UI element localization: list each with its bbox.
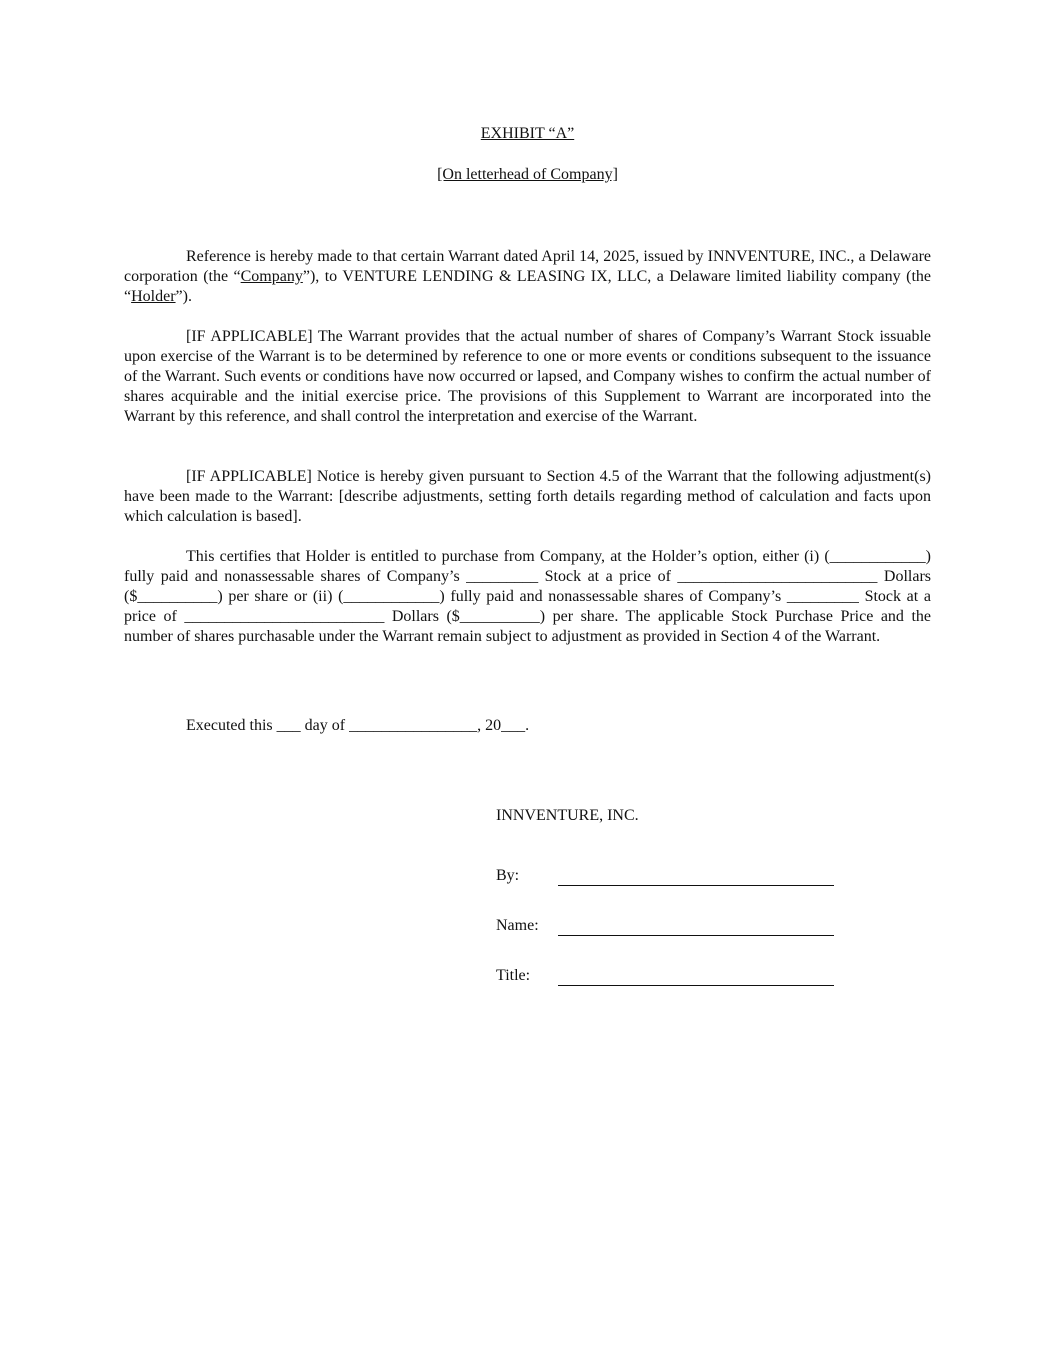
warrant-stock-paragraph: [IF APPLICABLE] The Warrant provides that the actual number of shares of Company’s Warrant Stock issuable upon exercise of the Warrant is to be determined by reference to one or more events or conditions subsequent to the issuance of the Warrant. Such events or conditions have now occurred or lapsed, and Company wishes to confirm the actual number of shares acquirable and the initial exercise price. The provisions of this Supplement to Warrant are incorporated into the Warrant by this reference, and shall control the interpretation and exercise of the Warrant. [124, 328, 931, 425]
name-label: Name: [496, 917, 539, 934]
exhibit-title [0, 125, 1055, 143]
holder-defined-term: Holder [131, 288, 176, 305]
by-signature-line [558, 885, 834, 886]
certification-paragraph: This certifies that Holder is entitled to purchase from Company, at the Holder’s option, either (i) (____________) fully paid and nonassessable shares of Company’s _________ Stock at a price of _________________________ Dollars ($__________) per share or (ii) (____________) fully paid and nonassessable shares of Company’s _________ Stock at a price of _________________________ Dollars ($__________) per share. The applicable Stock Purchase Price and the number of shares purchasable under the Warrant remain subject to adjustment as provided in Section 4 of the Warrant. [124, 548, 931, 645]
title-label: Title: [496, 967, 531, 984]
company-defined-term: Company [240, 268, 303, 285]
letterhead-note [0, 166, 1055, 184]
reference-text-end: ”). [175, 288, 192, 305]
signatory-company-name: INNVENTURE, INC. [496, 807, 639, 824]
letterhead-note-text: [On letterhead of Company] [437, 166, 618, 183]
adjustment-notice-paragraph: [IF APPLICABLE] Notice is hereby given pursuant to Section 4.5 of the Warrant that the following adjustment(s) have been made to the Warrant: [describe adjustments, setting forth details regarding method of calculation and facts upon which calculation is based]. [124, 468, 931, 525]
title-signature-line [558, 985, 834, 986]
reference-text-middle: ”), to VENTURE LENDING & LEASING IX, LLC, a Delaware limited liability company (the “ [124, 268, 931, 305]
reference-text-start: Reference is hereby made to that certain Warrant dated April 14, 2025, issued by INNVENTURE, INC., a Delaware corporation (the “ [124, 248, 931, 285]
reference-paragraph [124, 247, 931, 307]
name-signature-line [558, 935, 834, 936]
executed-date-line: Executed this ___ day of ________________, 20___. [186, 717, 530, 734]
signature-by-row [496, 867, 836, 889]
exhibit-title-text: EXHIBIT “A” [480, 125, 575, 142]
signature-title-row [496, 967, 836, 989]
by-label: By: [496, 867, 520, 884]
signature-name-row [496, 917, 836, 939]
